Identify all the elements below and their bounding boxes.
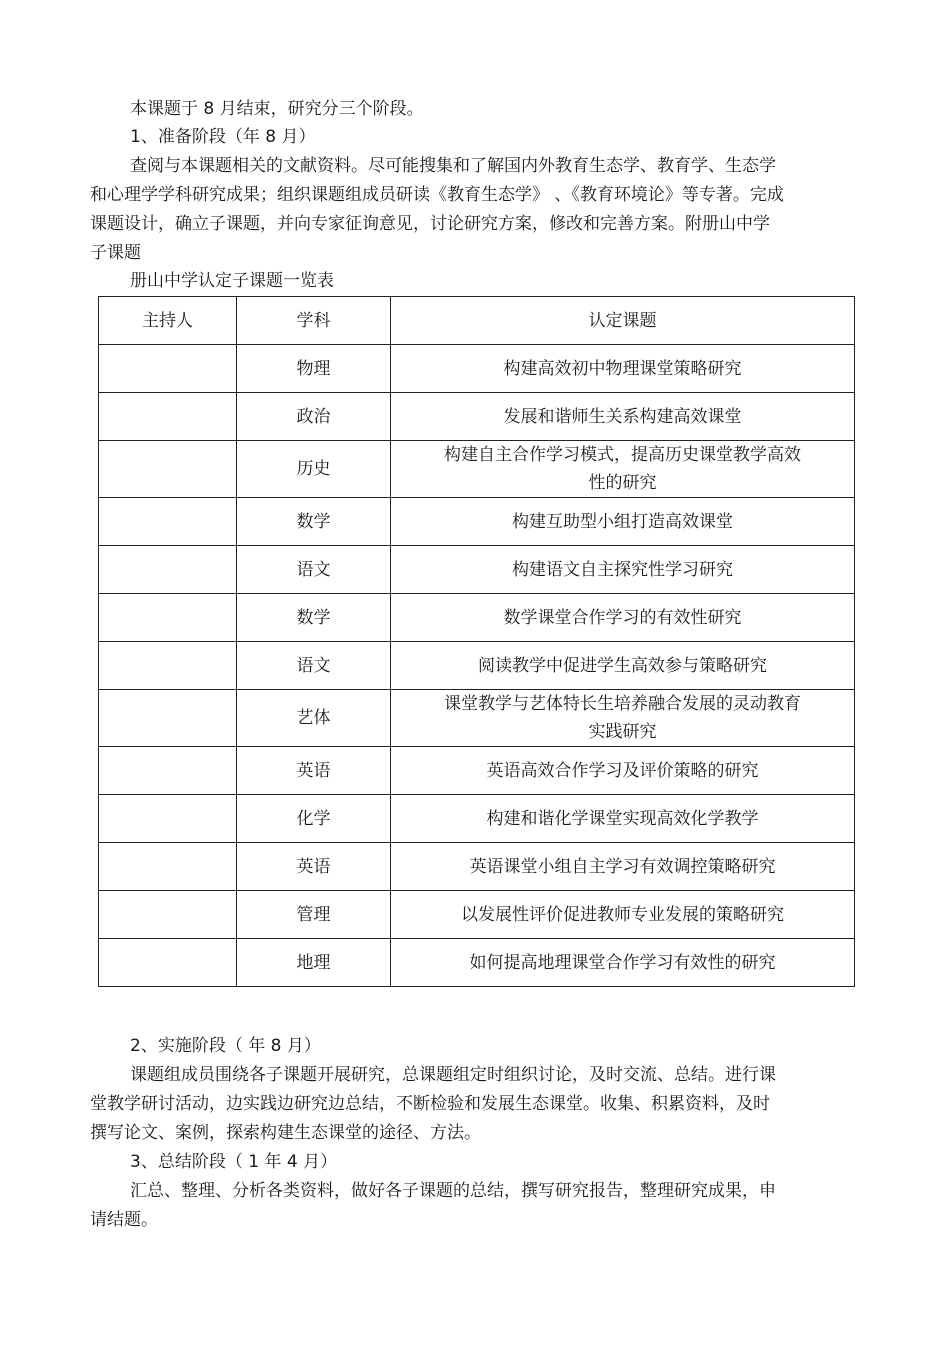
subtopic-table bbox=[98, 296, 855, 987]
host-cell bbox=[99, 441, 237, 498]
host-cell bbox=[99, 690, 237, 747]
topic-text: 课堂教学与艺体特长生培养融合发展的灵动教育 bbox=[444, 694, 801, 714]
subject-cell: 化学 bbox=[237, 795, 391, 843]
host-cell bbox=[99, 795, 237, 843]
table-row bbox=[99, 546, 855, 594]
topic-cell bbox=[391, 546, 855, 594]
subject-cell: 历史 bbox=[237, 441, 391, 498]
topic-text: 发展和谐师生关系构建高效课堂 bbox=[503, 406, 742, 427]
topic-text: 英语课堂小组自主学习有效调控策略研究 bbox=[469, 856, 776, 877]
host-cell bbox=[99, 498, 237, 546]
stage3-paragraph-line: 请结题。 bbox=[90, 1210, 158, 1230]
topic-cell bbox=[391, 843, 855, 891]
stage1-paragraph-line: 查阅与本课题相关的文献资料。尽可能搜集和了解国内外教育生态学、教育学、生态学 bbox=[130, 156, 776, 176]
subject-cell: 数学 bbox=[237, 594, 391, 642]
topic-text: 数学课堂合作学习的有效性研究 bbox=[503, 607, 742, 628]
topic-cell bbox=[391, 891, 855, 939]
topic-text: 构建和谐化学课堂实现高效化学教学 bbox=[486, 808, 759, 829]
host-cell bbox=[99, 939, 237, 987]
subject-cell: 英语 bbox=[237, 747, 391, 795]
subject-cell: 管理 bbox=[237, 891, 391, 939]
host-cell bbox=[99, 747, 237, 795]
topic-cell bbox=[391, 441, 855, 498]
stage2-paragraph-line: 课题组成员围绕各子课题开展研究，总课题组定时组织讨论，及时交流、总结。进行课 bbox=[130, 1065, 776, 1085]
topic-cell bbox=[391, 795, 855, 843]
topic-text: 构建高效初中物理课堂策略研究 bbox=[503, 358, 742, 379]
subject-cell: 政治 bbox=[237, 393, 391, 441]
table-row bbox=[99, 345, 855, 393]
topic-text: 构建自主合作学习模式，提高历史课堂教学高效 bbox=[444, 445, 801, 465]
stage1-paragraph-line: 子课题 bbox=[90, 243, 141, 263]
stage1-heading: 1、准备阶段（年 8 月） bbox=[130, 127, 316, 147]
topic-text: 如何提高地理课堂合作学习有效性的研究 bbox=[469, 952, 776, 973]
topic-text: 实践研究 bbox=[588, 722, 657, 742]
topic-text: 构建语文自主探究性学习研究 bbox=[512, 559, 733, 580]
topic-text: 构建互助型小组打造高效课堂 bbox=[512, 511, 733, 532]
topic-cell bbox=[391, 747, 855, 795]
stage1-paragraph-line: 课题设计，确立子课题，并向专家征询意见，讨论研究方案，修改和完善方案。附册山中学 bbox=[90, 214, 770, 234]
topic-cell bbox=[391, 345, 855, 393]
subject-cell: 艺体 bbox=[237, 690, 391, 747]
topic-text: 以发展性评价促进教师专业发展的策略研究 bbox=[461, 904, 784, 925]
topic-text: 性的研究 bbox=[588, 473, 657, 493]
stage2-heading: 2、实施阶段（ 年 8 月） bbox=[130, 1036, 321, 1056]
subject-cell: 物理 bbox=[237, 345, 391, 393]
topic-cell bbox=[391, 393, 855, 441]
stage3-paragraph-line: 汇总、整理、分析各类资料，做好各子课题的总结，撰写研究报告，整理研究成果，申 bbox=[130, 1181, 776, 1201]
column-header-host: 主持人 bbox=[99, 297, 237, 345]
host-cell bbox=[99, 345, 237, 393]
table-row bbox=[99, 594, 855, 642]
stage3-heading: 3、总结阶段（ 1 年 4 月） bbox=[130, 1152, 338, 1172]
host-cell bbox=[99, 546, 237, 594]
subject-cell: 数学 bbox=[237, 498, 391, 546]
table-row bbox=[99, 690, 855, 747]
table-row bbox=[99, 747, 855, 795]
table-header-row bbox=[99, 297, 855, 345]
table-row bbox=[99, 642, 855, 690]
host-cell bbox=[99, 594, 237, 642]
host-cell bbox=[99, 642, 237, 690]
intro-line: 本课题于 8 月结束，研究分三个阶段。 bbox=[130, 99, 424, 119]
stage1-paragraph-line: 和心理学学科研究成果；组织课题组成员研读《教育生态学》 、《教育环境论》等专著。完成 bbox=[90, 185, 784, 205]
host-cell bbox=[99, 393, 237, 441]
subject-cell: 地理 bbox=[237, 939, 391, 987]
topic-cell bbox=[391, 690, 855, 747]
host-cell bbox=[99, 843, 237, 891]
stage2-paragraph-line: 堂教学研讨活动，边实践边研究边总结，不断检验和发展生态课堂。收集、积累资料，及时 bbox=[90, 1094, 770, 1114]
subject-cell: 英语 bbox=[237, 843, 391, 891]
stage2-paragraph-line: 撰写论文、案例，探索构建生态课堂的途径、方法。 bbox=[90, 1123, 481, 1143]
column-header-subject: 学科 bbox=[237, 297, 391, 345]
topic-text: 英语高效合作学习及评价策略的研究 bbox=[486, 760, 759, 781]
host-cell bbox=[99, 891, 237, 939]
topic-text: 阅读教学中促进学生高效参与策略研究 bbox=[478, 655, 767, 676]
table-row bbox=[99, 843, 855, 891]
subject-cell: 语文 bbox=[237, 546, 391, 594]
topic-cell bbox=[391, 642, 855, 690]
subject-cell: 语文 bbox=[237, 642, 391, 690]
table-row bbox=[99, 441, 855, 498]
topic-cell bbox=[391, 498, 855, 546]
topic-cell bbox=[391, 939, 855, 987]
table-row bbox=[99, 795, 855, 843]
table-row bbox=[99, 498, 855, 546]
table-row bbox=[99, 393, 855, 441]
table-title: 册山中学认定子课题一览表 bbox=[130, 271, 334, 291]
table-row bbox=[99, 939, 855, 987]
topic-cell bbox=[391, 594, 855, 642]
column-header-topic: 认定课题 bbox=[391, 297, 855, 345]
table-row bbox=[99, 891, 855, 939]
